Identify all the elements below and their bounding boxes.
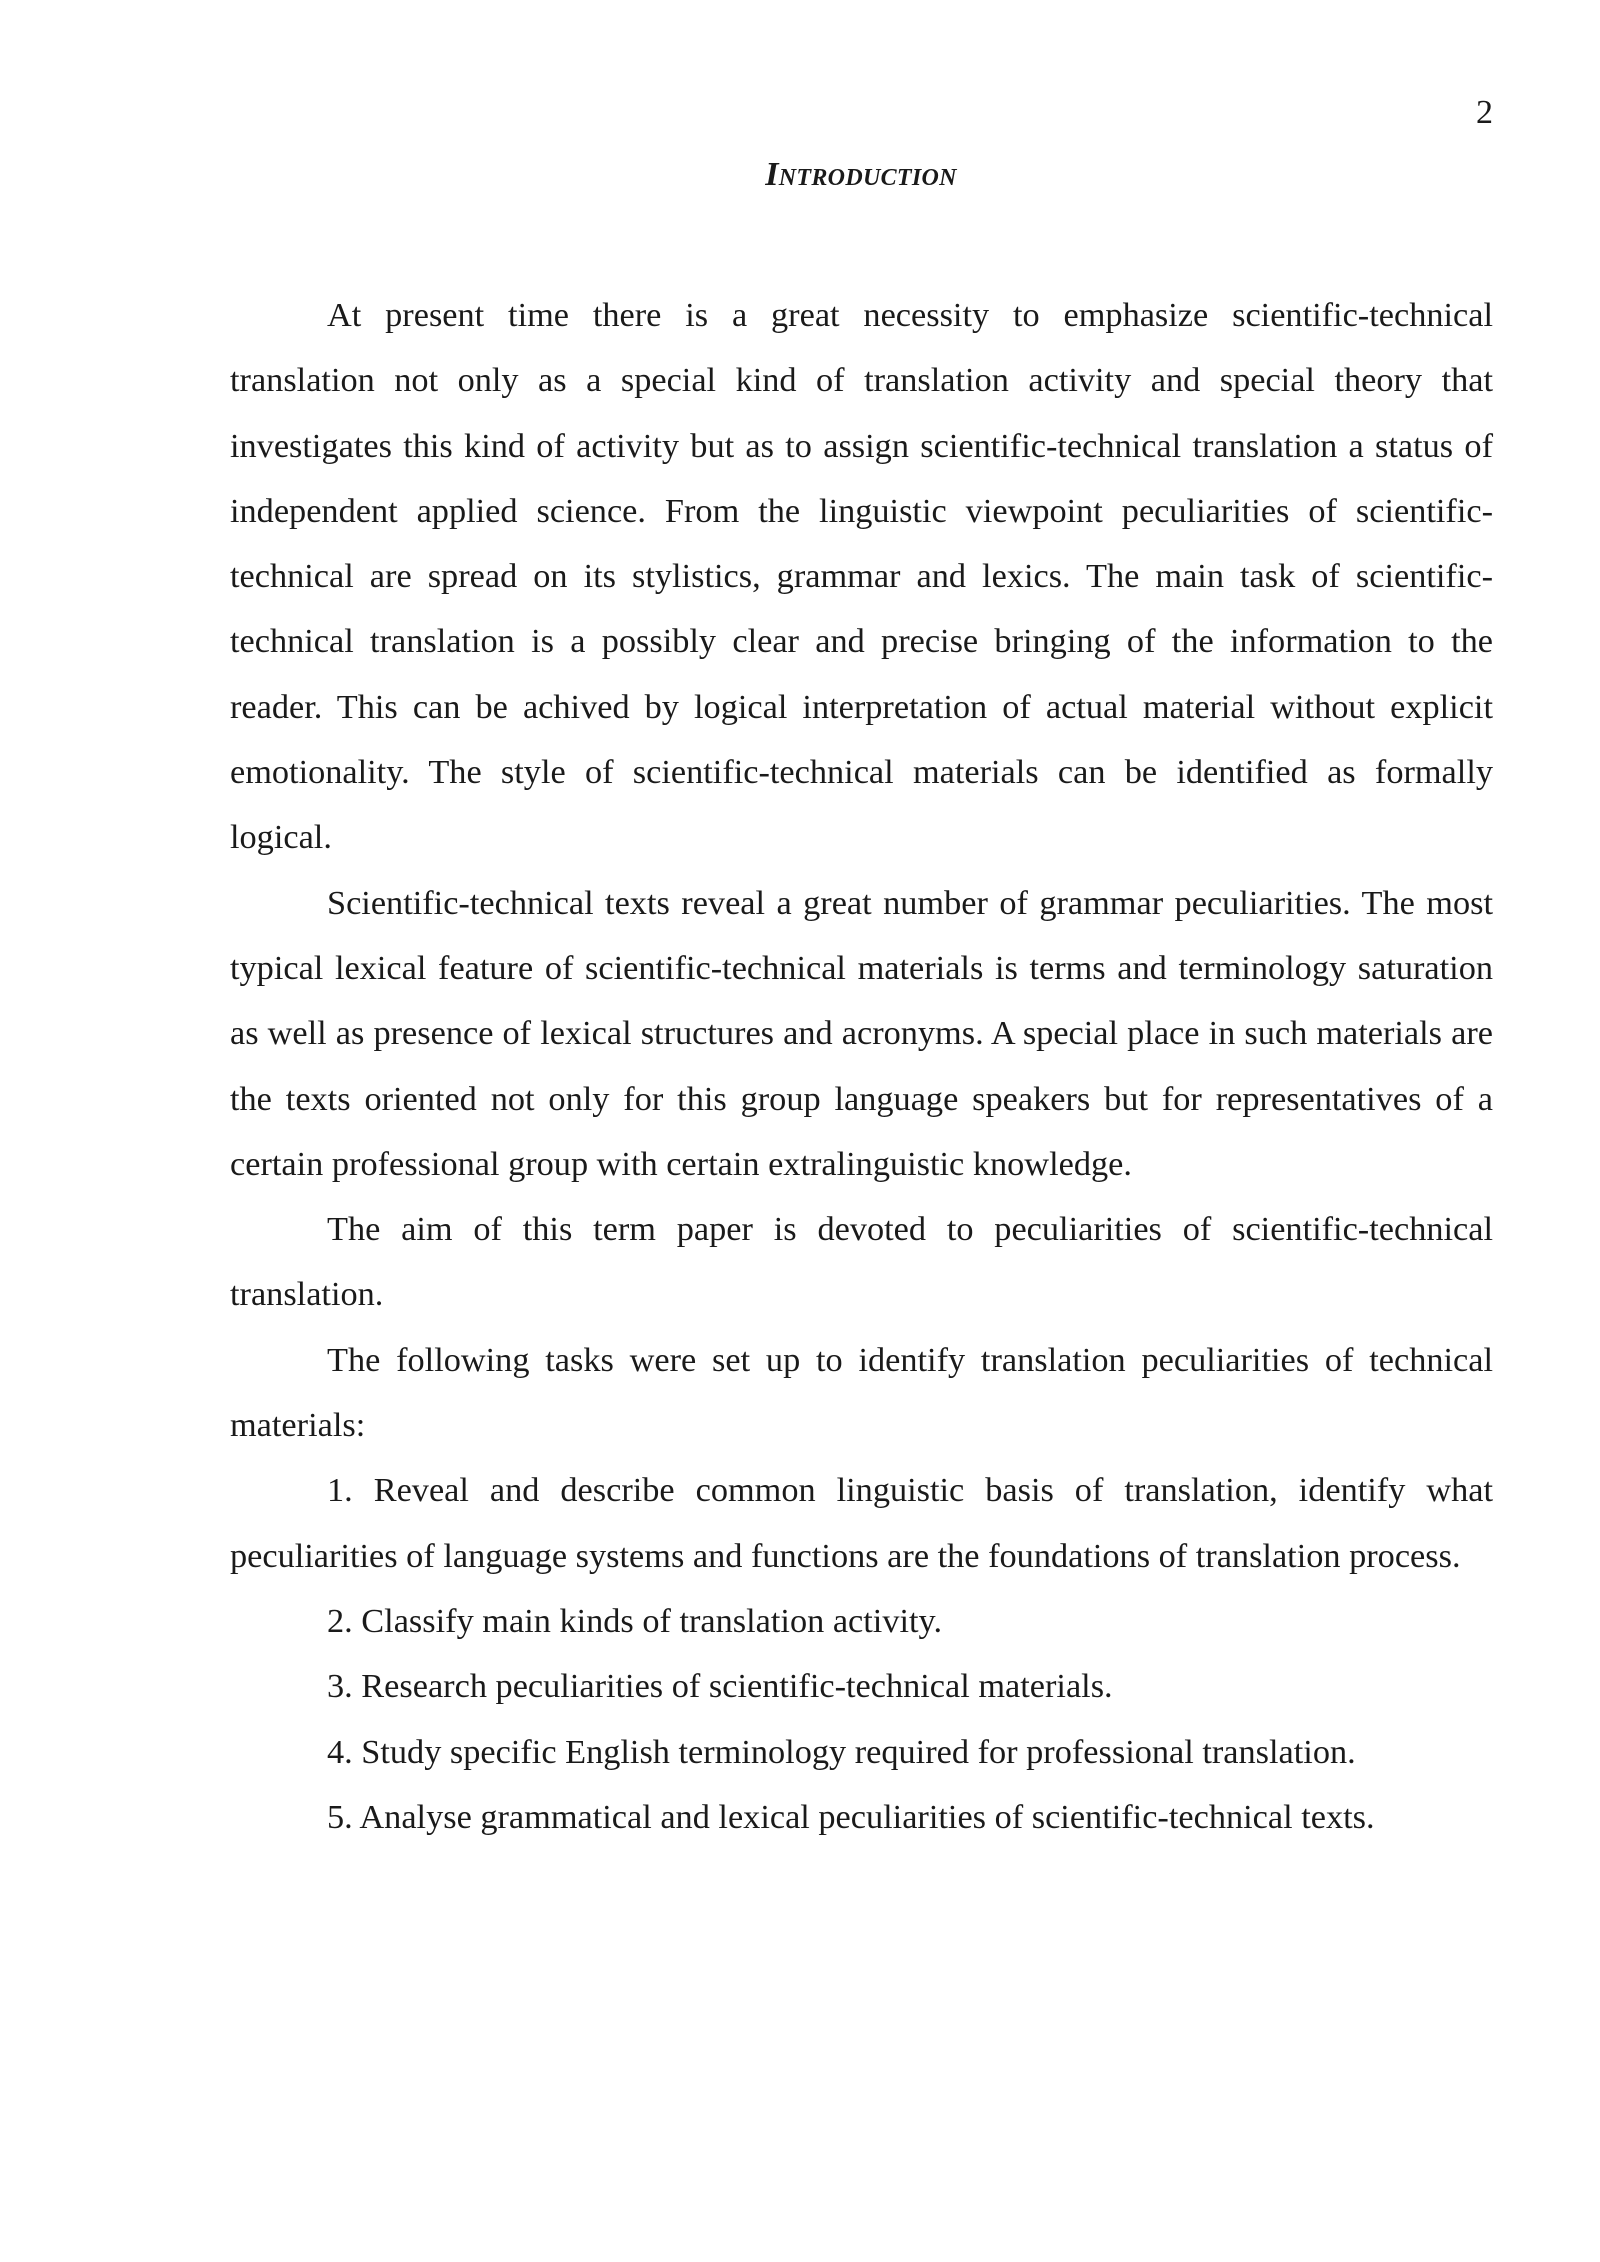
aim-paragraph: The aim of this term paper is devoted to peculiarities of scientific-technical translation. <box>230 1210 1493 1314</box>
task-item-5: 5. Analyse grammatical and lexical peculiarities of scientific-technical texts. <box>327 1797 1375 1836</box>
tasks-intro-paragraph: The following tasks were set up to identify translation peculiarities of technical materials: <box>230 1340 1493 1445</box>
section-heading: Introduction <box>765 156 957 193</box>
task-item-3: 3. Research peculiarities of scientific-technical materials. <box>327 1667 1113 1706</box>
body-text <box>230 283 1493 1850</box>
task-item-4: 4. Study specific English terminology required for professional translation. <box>327 1732 1356 1771</box>
page-number: 2 <box>1476 94 1493 131</box>
task-item-2: 2. Classify main kinds of translation activity. <box>327 1601 943 1640</box>
intro-paragraph-1: At present time there is a great necessity to emphasize scientific-technical translation not only as a special kind of translation activity and special theory that investigates this kind of activity but as to assign scientific-technical translation a status of independent applied science. From the linguistic viewpoint peculiarities of scientific-technical are spread on its stylistics, grammar and lexics. The main task of scientific-technical translation is a possibly clear and precise bringing of the information to the reader. This can be achived by logical interpretation of actual material without explicit emotionality. The style of scientific-technical materials can be identified as formally logical. <box>230 296 1493 857</box>
intro-paragraph-2: Scientific-technical texts reveal a great number of grammar peculiarities. The most typical lexical feature of scientific-technical materials is terms and terminology saturation as well as presence of lexical structures and acronyms. A special place in such materials are the texts oriented not only for this group language speakers but for representatives of a certain professional group with certain extralinguistic knowledge. <box>230 883 1493 1183</box>
task-item-1: 1. Reveal and describe common linguistic basis of translation, identify what peculiarities of language systems and functions are the foundations of translation process. <box>230 1471 1493 1575</box>
